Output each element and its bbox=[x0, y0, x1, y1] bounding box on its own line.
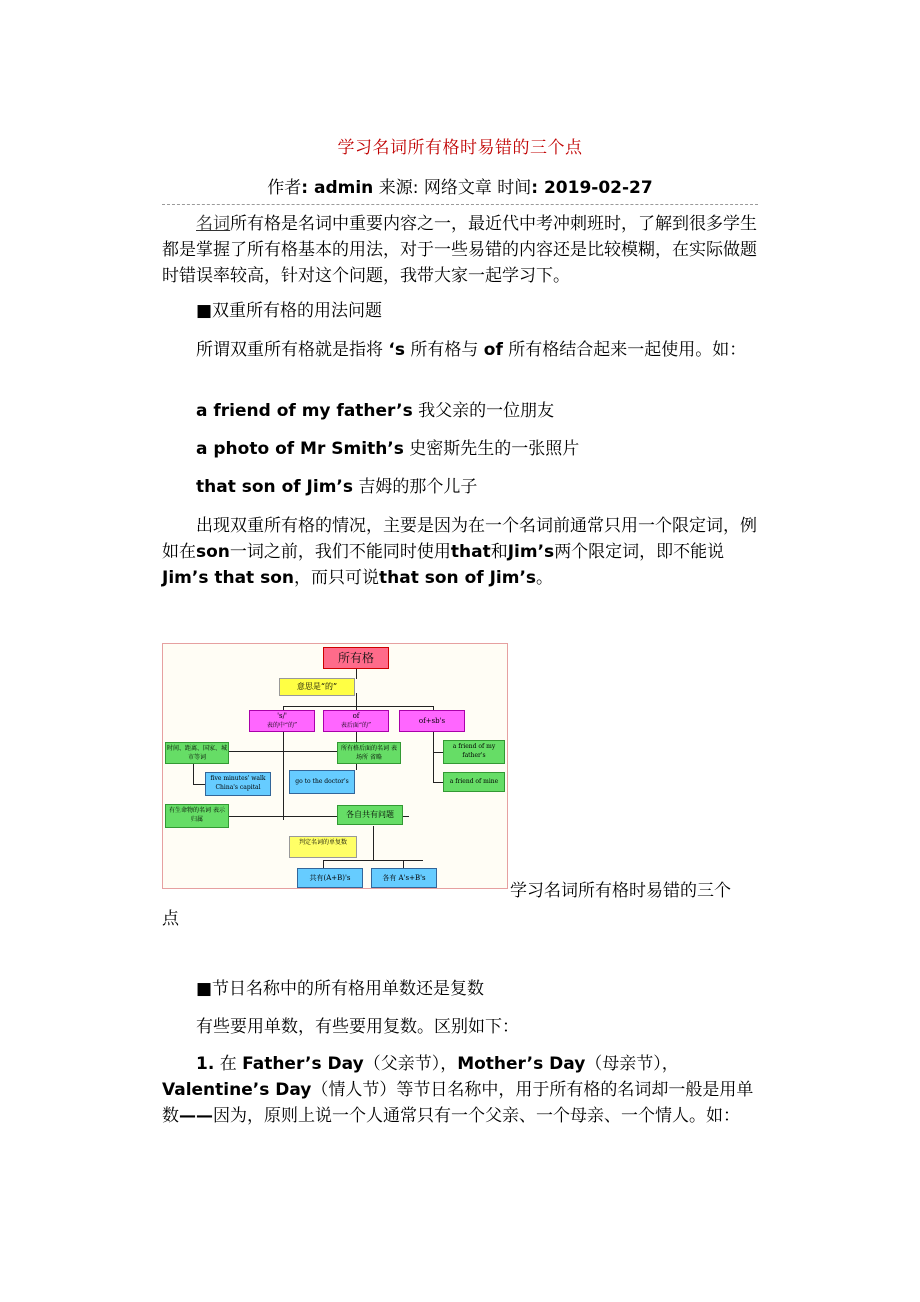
item-text: 在 bbox=[219, 1054, 237, 1074]
explain-text: 。 bbox=[536, 568, 554, 588]
noun-link[interactable]: 名词 bbox=[196, 214, 230, 234]
diagram-ofsb-branch: of+sb's bbox=[399, 710, 465, 732]
time-label: 时间 bbox=[497, 178, 532, 198]
mothers-day: Mother’s Day bbox=[457, 1054, 586, 1074]
diagram-mid1: 所有格后面的名词 表场所 省略 bbox=[337, 742, 401, 764]
connector-line bbox=[193, 784, 205, 785]
s-sub: 表的中“的” bbox=[266, 722, 298, 729]
connector-line bbox=[283, 730, 284, 820]
example-1 bbox=[162, 398, 758, 424]
connector-line bbox=[433, 752, 443, 753]
example-zh: 我父亲的一位朋友 bbox=[418, 401, 555, 421]
diagram-s-branch bbox=[249, 710, 315, 732]
def-of: of bbox=[483, 340, 503, 360]
figure-caption: 学习名词所有格时易错的三个 bbox=[510, 881, 731, 901]
intro-text: 所有格是名词中重要内容之一，最近代中考冲刺班时，了解到很多学生都是掌握了所有格基本的用法，对于一些易错的内容还是比较模糊，在实际做题时错误率较高，针对这个问题，我带大家一起学习下。 bbox=[162, 214, 757, 286]
section1-heading: ■双重所有格的用法问题 bbox=[196, 301, 383, 321]
example-zh: 史密斯先生的一张照片 bbox=[409, 439, 580, 459]
item-text: （母亲节）， bbox=[585, 1054, 679, 1074]
diagram-left1-example: five minutes' walk China's capital bbox=[205, 772, 271, 796]
explanation-paragraph bbox=[162, 513, 758, 591]
explain-text: ，而只可说 bbox=[294, 568, 380, 588]
item-dash: —— bbox=[179, 1106, 213, 1126]
explain-text: 两个限定词，即不能说 bbox=[554, 542, 725, 562]
explain-son: son bbox=[196, 542, 230, 562]
connector-line bbox=[373, 826, 374, 860]
example-2 bbox=[162, 436, 758, 462]
example-en: a friend of my father’s bbox=[196, 401, 413, 421]
item-number: 1. bbox=[196, 1054, 215, 1074]
article-title: 学习名词所有格时易错的三个点 bbox=[337, 138, 583, 158]
author-label: 作者 bbox=[267, 178, 302, 198]
example-3 bbox=[162, 474, 758, 500]
author-name: admin bbox=[314, 178, 374, 198]
example-en: that son of Jim’s bbox=[196, 477, 354, 497]
diagram-mid2: 各自共有问题 bbox=[337, 805, 403, 825]
example-zh: 吉姆的那个儿子 bbox=[358, 477, 478, 497]
section2-item-1 bbox=[162, 1051, 758, 1129]
article-meta: 作者: admin 来源: 网络文章 时间: 2019-02-27 bbox=[267, 178, 653, 198]
connector-line bbox=[403, 860, 404, 868]
diagram-left1: 时间、距离、国家、城市等词 bbox=[165, 742, 229, 764]
valentines-day: Valentine’s Day bbox=[162, 1080, 312, 1100]
diagram-meaning: 意思是“的” bbox=[279, 678, 355, 696]
explain-text: 出现双重所有格的情况，主要是因为在一个名词前通常只用一个限定词，例如在 bbox=[162, 516, 757, 562]
diagram-root: 所有格 bbox=[323, 647, 389, 669]
diagram-note: 判定名词的单复数 bbox=[289, 836, 357, 858]
item-text: （情人节）等节日名称中，用于所有格的名词却一般是用单数 bbox=[162, 1080, 754, 1126]
example-en: a photo of Mr Smith’s bbox=[196, 439, 404, 459]
header-divider bbox=[162, 204, 758, 205]
source-value: 网络文章 bbox=[423, 178, 492, 198]
def-text-a: 所谓双重所有格就是指将 bbox=[196, 340, 383, 360]
explain-jims: Jim’s bbox=[507, 542, 555, 562]
def-text-c: 所有格结合起来一起使用。如： bbox=[508, 340, 747, 360]
def-s: ‘s bbox=[388, 340, 405, 360]
connector-line bbox=[323, 860, 423, 861]
explain-wrong-form: Jim’s that son bbox=[162, 568, 295, 588]
connector-line bbox=[433, 730, 434, 783]
diagram-left2: 有生命物的名词 表示归属 bbox=[165, 804, 229, 828]
explain-that: that bbox=[450, 542, 491, 562]
connector-line bbox=[323, 860, 324, 868]
of-sub: 表后面“的” bbox=[340, 722, 372, 729]
item-text: 因为，原则上说一个人通常只有一个父亲、一个母亲、一个情人。如： bbox=[213, 1106, 740, 1126]
connector-line bbox=[229, 751, 337, 752]
explain-right-form: that son of Jim’s bbox=[379, 568, 537, 588]
diagram-separate: 各有 A's+B's bbox=[371, 868, 437, 888]
connector-line bbox=[283, 706, 433, 707]
diagram-of-branch bbox=[323, 710, 389, 732]
possessive-diagram bbox=[162, 643, 508, 889]
diagram-shared: 共有(A+B)'s bbox=[297, 868, 363, 888]
explain-text: 一词之前，我们不能同时使用 bbox=[229, 542, 451, 562]
fathers-day: Father’s Day bbox=[242, 1054, 364, 1074]
explain-text: 和 bbox=[490, 542, 508, 562]
publish-date: 2019-02-27 bbox=[543, 178, 653, 198]
diagram-right2: a friend of mine bbox=[443, 772, 505, 792]
section2-heading: ■节日名称中的所有格用单数还是复数 bbox=[196, 979, 485, 999]
figure-caption-tail: 点 bbox=[162, 909, 179, 929]
section2-intro: 有些要用单数，有些要用复数。区别如下： bbox=[196, 1017, 519, 1037]
connector-line bbox=[433, 782, 443, 783]
connector-line bbox=[193, 762, 194, 784]
connector-line bbox=[356, 693, 357, 707]
source-label: 来源: bbox=[378, 178, 419, 198]
def-text-b: 所有格与 bbox=[410, 340, 479, 360]
diagram-mid1-example: go to the doctor's bbox=[289, 770, 355, 794]
section1-definition bbox=[162, 337, 758, 363]
intro-paragraph bbox=[162, 211, 758, 289]
s-head: 's/' bbox=[277, 712, 287, 720]
diagram-right1: a friend of my father's bbox=[443, 740, 505, 764]
of-head: of bbox=[352, 712, 360, 720]
item-text: （父亲节）， bbox=[363, 1054, 458, 1074]
